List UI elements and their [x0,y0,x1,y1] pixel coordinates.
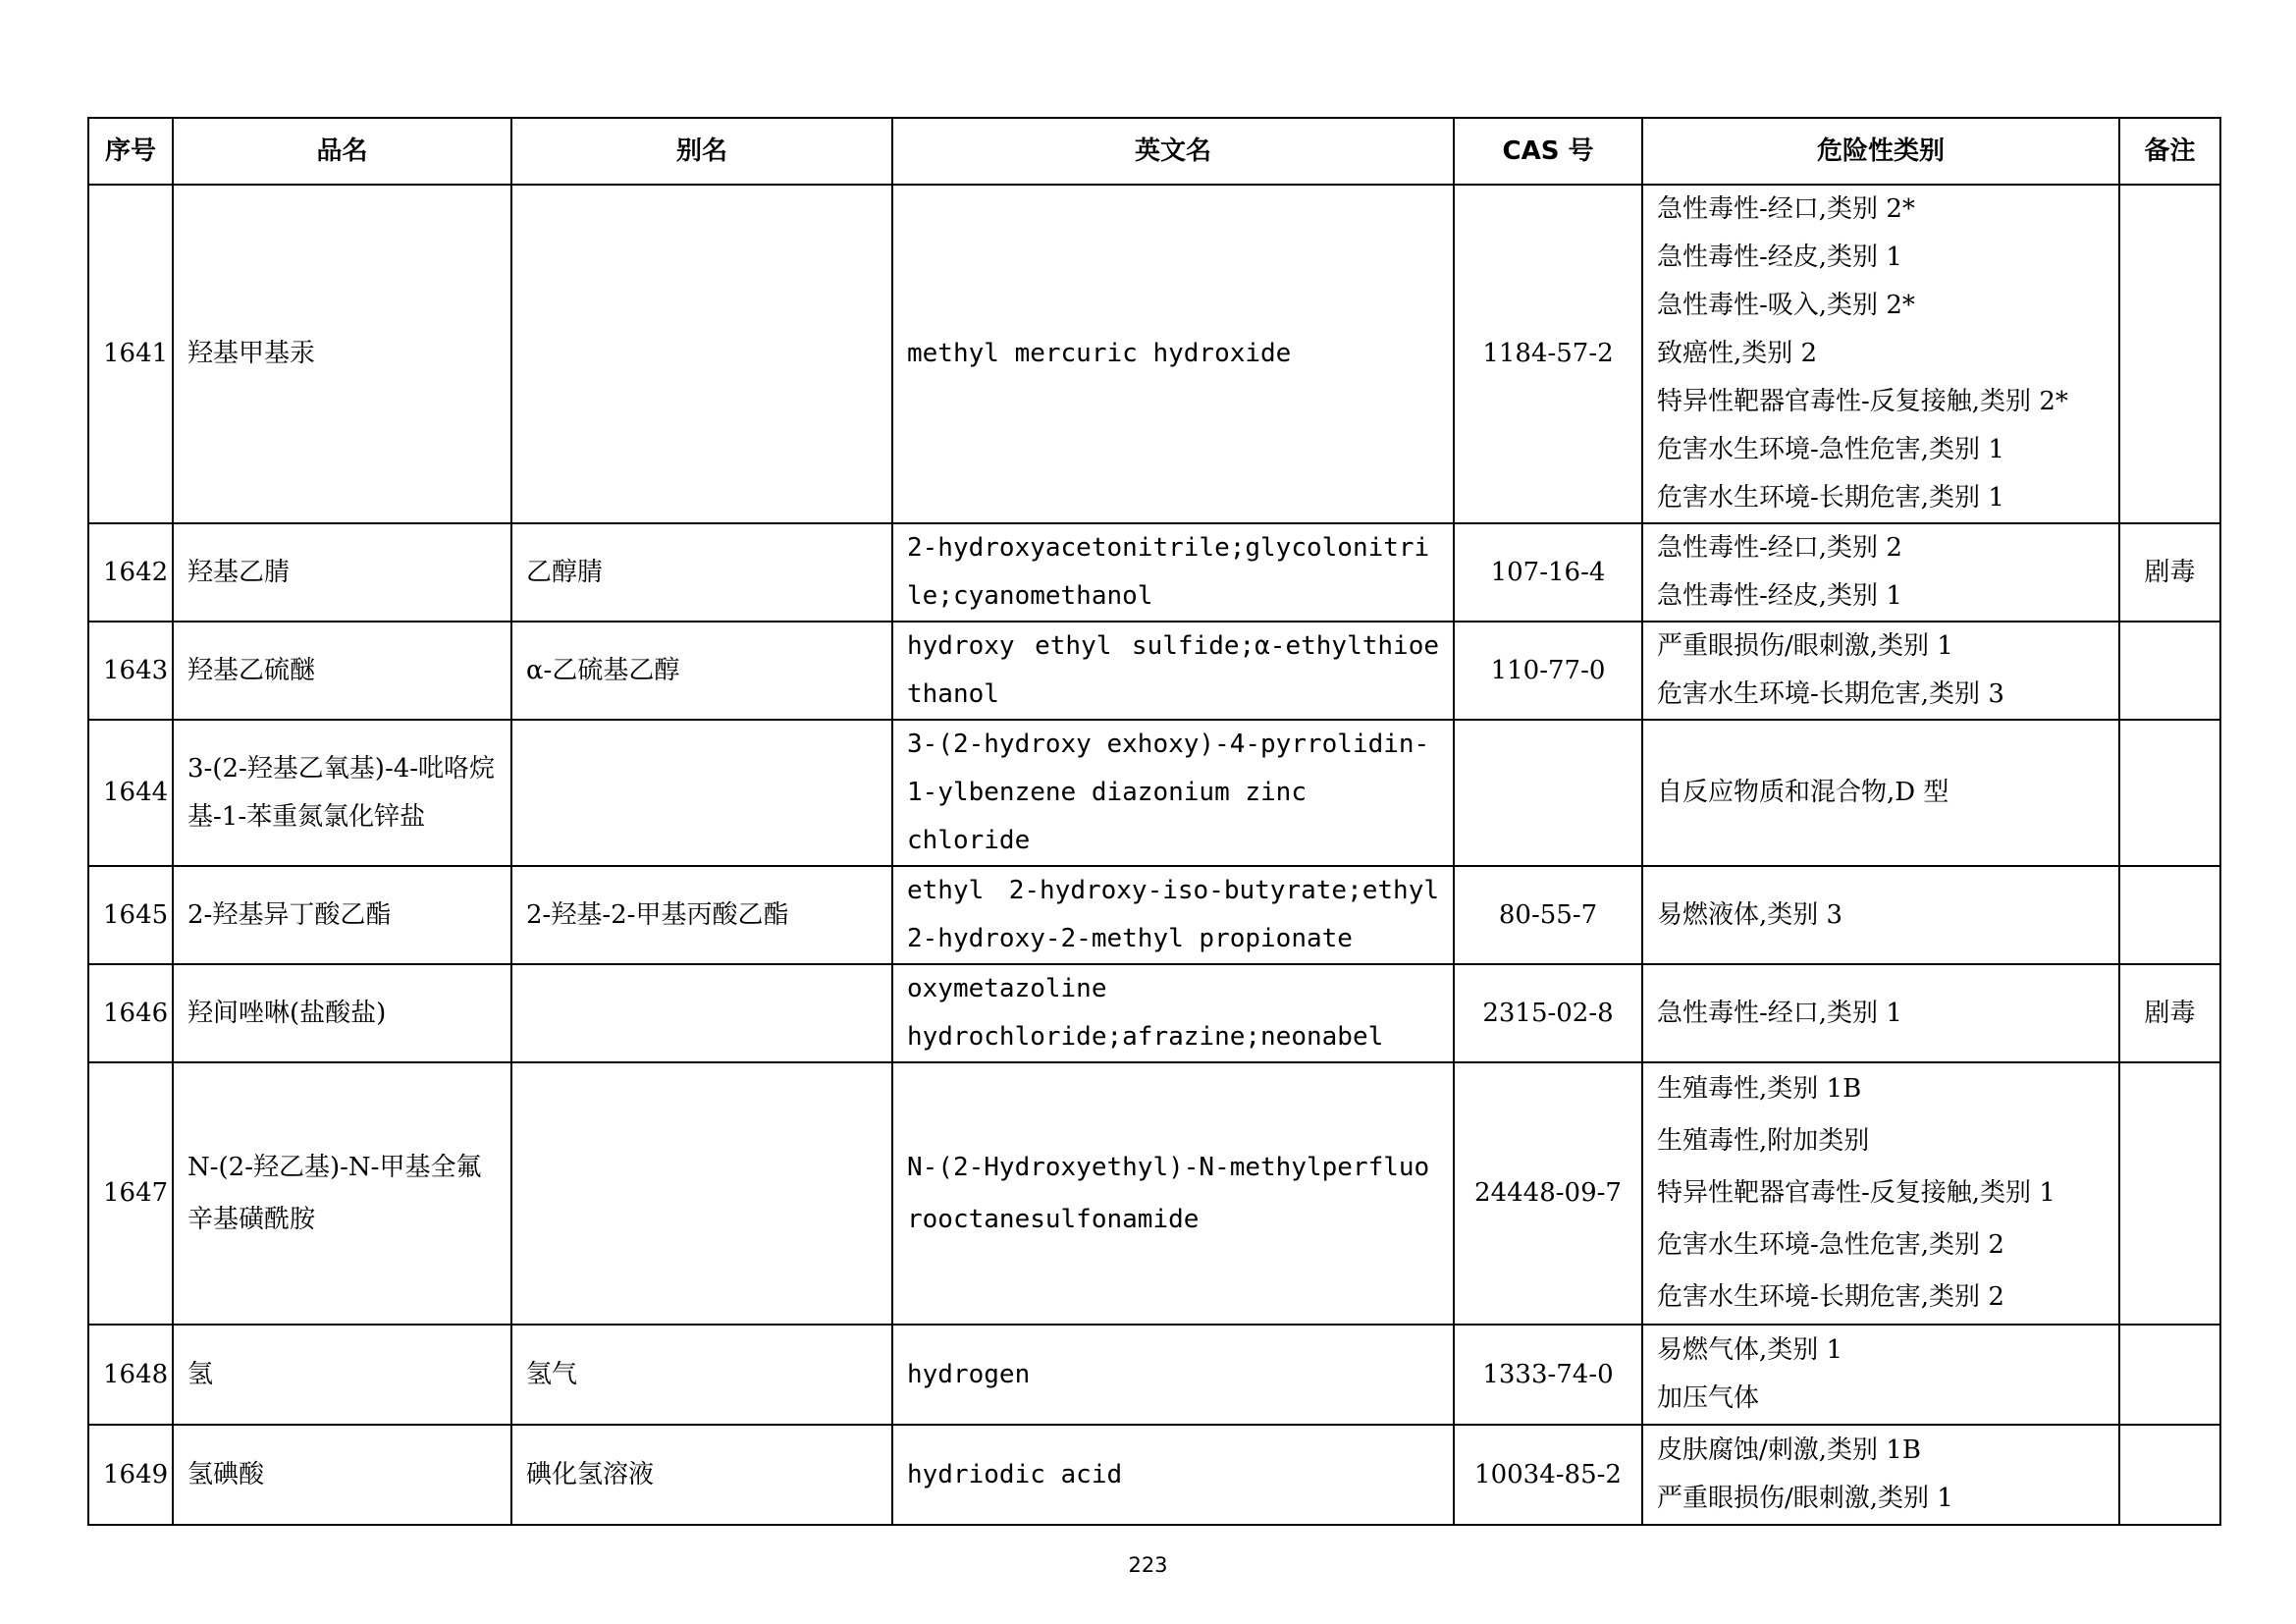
cell-num: 1646 [88,964,173,1062]
table-row [88,964,2220,1062]
header-note: 备注 [2119,118,2220,185]
cell-english: hydriodic acid [892,1425,1454,1525]
cell-cas [1454,720,1642,866]
cell-hazard [1642,185,2119,523]
cell-note [2119,866,2220,964]
hazard-line: 皮肤腐蚀/刺激,类别 1B [1657,1435,1921,1465]
cell-name: 氢碘酸 [173,1425,511,1525]
hazard-line: 严重眼损伤/眼刺激,类别 1 [1657,631,1953,661]
cell-note: 剧毒 [2119,964,2220,1062]
hazard-line: 生殖毒性,附加类别 [1657,1126,1870,1156]
cell-num: 1648 [88,1325,173,1425]
hazard-line: 致癌性,类别 2 [1657,339,1818,368]
hazard-line: 急性毒性-经口,类别 2 [1657,533,1902,563]
hazard-line: 急性毒性-经皮,类别 1 [1657,581,1902,611]
cell-cas: 80-55-7 [1454,866,1642,964]
cell-alias: 乙醇腈 [511,523,892,622]
hazard-line: 危害水生环境-长期危害,类别 3 [1657,679,2004,709]
cell-num: 1643 [88,622,173,720]
hazard-line: 易燃液体,类别 3 [1657,899,1843,930]
cell-name: 羟基乙腈 [173,523,511,622]
table-row [88,1325,2220,1425]
cell-note [2119,1325,2220,1425]
cell-alias [511,1062,892,1325]
cell-alias [511,964,892,1062]
cell-hazard [1642,1325,2119,1425]
cell-hazard [1642,523,2119,622]
cell-hazard [1642,622,2119,720]
hazard-line: 急性毒性-经皮,类别 1 [1657,243,1902,272]
cell-name: 2-羟基异丁酸乙酯 [173,866,511,964]
cell-num: 1645 [88,866,173,964]
table-row [88,720,2220,866]
cell-num: 1644 [88,720,173,866]
cell-cas: 10034-85-2 [1454,1425,1642,1525]
cell-alias: 2-羟基-2-甲基丙酸乙酯 [511,866,892,964]
table-row [88,1062,2220,1325]
cell-english: hydroxy ethyl sulfide;α-ethylthioethanol [892,622,1454,720]
cell-alias: 碘化氢溶液 [511,1425,892,1525]
cell-hazard [1642,1425,2119,1525]
cell-num: 1647 [88,1062,173,1325]
hazard-line: 急性毒性-经口,类别 2* [1657,194,1915,224]
hazard-line: 危害水生环境-急性危害,类别 1 [1657,435,2004,464]
hazard-line: 自反应物质和混合物,D 型 [1657,778,1949,807]
cell-cas: 1333-74-0 [1454,1325,1642,1425]
hazard-line: 加压气体 [1657,1383,1760,1413]
header-num: 序号 [88,118,173,185]
header-name: 品名 [173,118,511,185]
cell-hazard [1642,720,2119,866]
cell-hazard [1642,866,2119,964]
cell-alias: α-乙硫基乙醇 [511,622,892,720]
cell-hazard [1642,964,2119,1062]
page-number: 223 [1128,1553,1168,1577]
hazard-line: 特异性靶器官毒性-反复接触,类别 1 [1657,1178,2056,1208]
cell-cas: 2315-02-8 [1454,964,1642,1062]
cell-name: 羟基乙硫醚 [173,622,511,720]
cell-cas: 110-77-0 [1454,622,1642,720]
hazard-line: 特异性靶器官毒性-反复接触,类别 2* [1657,387,2068,416]
table-row [88,1425,2220,1525]
cell-num: 1649 [88,1425,173,1525]
cell-english: 2-hydroxyacetonitrile;glycolonitrile;cyanomethanol [892,523,1454,622]
cell-note [2119,622,2220,720]
hazard-line: 易燃气体,类别 1 [1657,1335,1843,1365]
hazard-line: 危害水生环境-急性危害,类别 2 [1657,1230,2004,1260]
hazard-line: 严重眼损伤/眼刺激,类别 1 [1657,1484,1953,1513]
cell-cas: 1184-57-2 [1454,185,1642,523]
cell-english: hydrogen [892,1325,1454,1425]
cell-note [2119,720,2220,866]
table-row [88,185,2220,523]
cell-alias [511,185,892,523]
cell-alias [511,720,892,866]
cell-hazard [1642,1062,2119,1325]
cell-note [2119,185,2220,523]
cell-num: 1641 [88,185,173,523]
cell-name: 3-(2-羟基乙氧基)-4-吡咯烷基-1-苯重氮氯化锌盐 [173,720,511,866]
cell-english: N-(2-Hydroxyethyl)-N-methylperfluorooctanesulfonamide [892,1062,1454,1325]
hazard-line: 急性毒性-经口,类别 1 [1657,998,1902,1028]
header-english: 英文名 [892,118,1454,185]
header-alias: 别名 [511,118,892,185]
hazardous-chemicals-table [87,117,2221,1526]
hazard-line: 急性毒性-吸入,类别 2* [1657,291,1915,320]
cell-name: 羟间唑啉(盐酸盐) [173,964,511,1062]
cell-english: ethyl 2-hydroxy-iso-butyrate;ethyl 2-hydroxy-2-methyl propionate [892,866,1454,964]
cell-alias: 氢气 [511,1325,892,1425]
table-row [88,622,2220,720]
cell-english: methyl mercuric hydroxide [892,185,1454,523]
cell-num: 1642 [88,523,173,622]
hazard-line: 危害水生环境-长期危害,类别 1 [1657,483,2004,513]
table-row [88,523,2220,622]
cell-note [2119,1425,2220,1525]
hazard-line: 危害水生环境-长期危害,类别 2 [1657,1282,2004,1312]
table-row [88,866,2220,964]
cell-name: N-(2-羟乙基)-N-甲基全氟辛基磺酰胺 [173,1062,511,1325]
cell-english: oxymetazoline hydrochloride;afrazine;neonabel [892,964,1454,1062]
cell-english: 3-(2-hydroxy exhoxy)-4-pyrrolidin-1-ylbenzene diazonium zinc chloride [892,720,1454,866]
hazard-line: 生殖毒性,类别 1B [1657,1074,1862,1104]
cell-note [2119,1062,2220,1325]
table-header-row [88,118,2220,185]
cell-name: 氢 [173,1325,511,1425]
cell-cas: 107-16-4 [1454,523,1642,622]
cell-note: 剧毒 [2119,523,2220,622]
cell-cas: 24448-09-7 [1454,1062,1642,1325]
header-hazard: 危险性类别 [1642,118,2119,185]
header-cas: CAS 号 [1454,118,1642,185]
cell-name: 羟基甲基汞 [173,185,511,523]
